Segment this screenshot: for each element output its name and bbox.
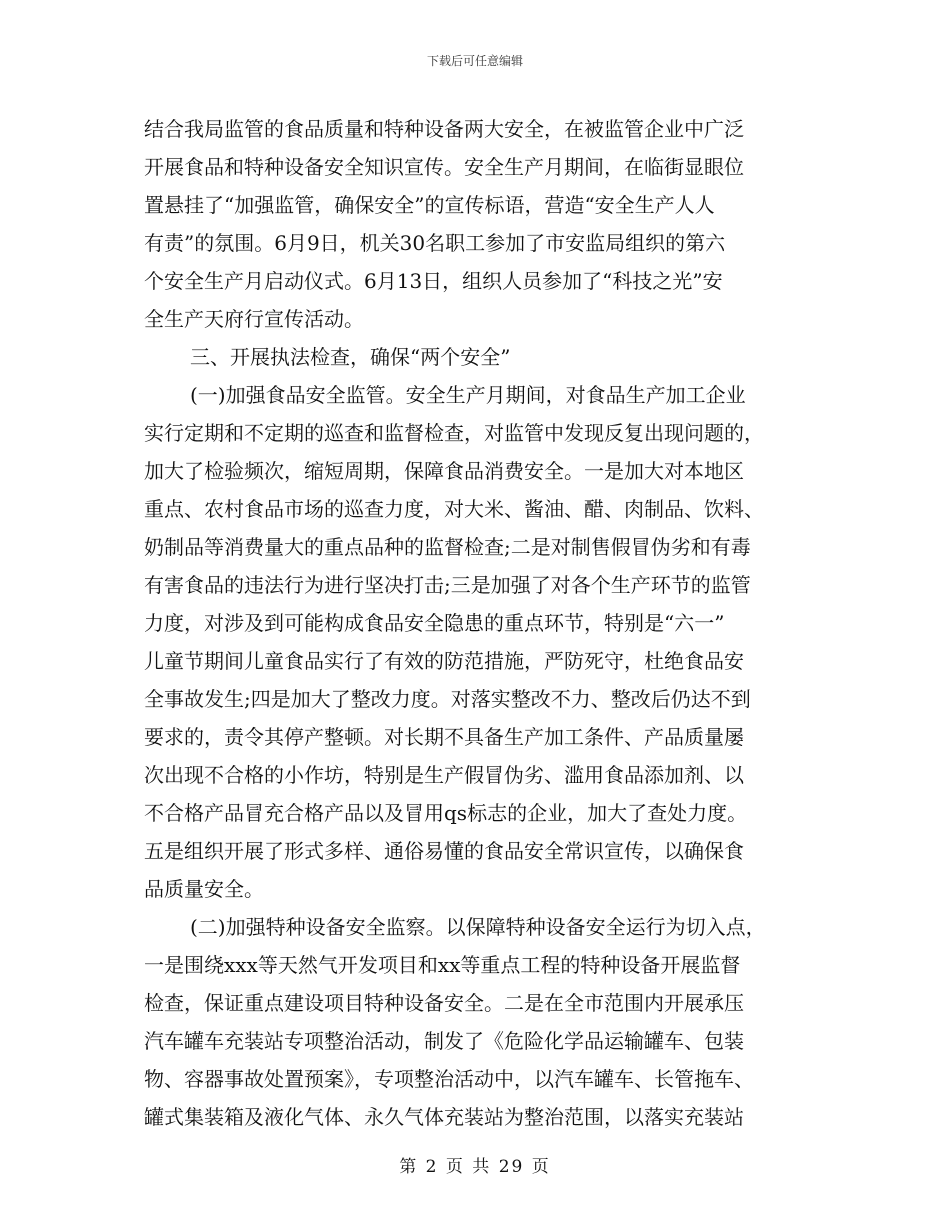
text-line: 加大了检验频次，缩短周期，保障食品消费安全。一是加大对本地区 [144, 459, 744, 483]
text-line: 有责”的氛围。6月9日，机关30名职工参加了市安监局组织的第六 [144, 231, 726, 255]
page-footer: 第 2 页 共 29 页 [399, 1157, 551, 1177]
text-line: 三、开展执法检查，确保“两个安全” [190, 345, 511, 369]
text-line: 力度，对涉及到可能构成食品安全隐患的重点环节，特别是“六一” [144, 611, 725, 635]
text-line: 儿童节期间儿童食品实行了有效的防范措施，严防死守，杜绝食品安 [144, 649, 744, 673]
text-line: 一是围绕xxx等天然气开发项目和xx等重点工程的特种设备开展监督 [144, 953, 741, 977]
text-line: (二)加强特种设备安全监察。以保障特种设备安全运行为切入点， [190, 915, 766, 939]
text-line: 检查，保证重点建设项目特种设备安全。二是在全市范围内开展承压 [144, 991, 744, 1015]
document-body [144, 110, 809, 1136]
text-line: 全事故发生;四是加大了整改力度。对落实整改不力、整改后仍达不到 [144, 687, 751, 711]
text-line: 品质量安全。 [144, 877, 264, 901]
text-line: 不合格产品冒充合格产品以及冒用qs标志的企业，加大了查处力度。 [144, 801, 748, 825]
text-line: 次出现不合格的小作坊，特别是生产假冒伪劣、滥用食品添加剂、以 [144, 763, 744, 787]
text-line: 个安全生产月启动仪式。6月13日，组织人员参加了“科技之光”安 [144, 269, 723, 293]
text-line: 重点、农村食品市场的巡查力度，对大米、酱油、醋、肉制品、饮料、 [144, 497, 764, 521]
text-line: 罐式集装箱及液化气体、永久气体充装站为整治范围，以落实充装站 [144, 1105, 744, 1129]
text-line: 汽车罐车充装站专项整治活动，制发了《危险化学品运输罐车、包装 [144, 1029, 744, 1053]
text-line: 五是组织开展了形式多样、通俗易懂的食品安全常识宣传，以确保食 [144, 839, 744, 863]
text-line: 实行定期和不定期的巡查和监督检查，对监管中发现反复出现问题的， [144, 421, 764, 445]
text-line: (一)加强食品安全监管。安全生产月期间，对食品生产加工企业 [190, 383, 746, 407]
text-line: 结合我局监管的食品质量和特种设备两大安全，在被监管企业中广泛 [144, 117, 744, 141]
text-line: 置悬挂了“加强监管，确保安全”的宣传标语，营造“安全生产人人 [144, 193, 715, 217]
text-line: 有害食品的违法行为进行坚决打击;三是加强了对各个生产环节的监管 [144, 573, 751, 597]
text-line: 要求的，责令其停产整顿。对长期不具备生产加工条件、产品质量屡 [144, 725, 744, 749]
page-header: 下载后可任意编辑 [426, 54, 523, 68]
text-line: 开展食品和特种设备安全知识宣传。安全生产月期间，在临街显眼位 [144, 155, 744, 179]
text-line: 全生产天府行宣传活动。 [144, 307, 364, 331]
text-line: 物、容器事故处置预案》，专项整治活动中，以汽车罐车、长管拖车、 [144, 1067, 754, 1091]
text-line: 奶制品等消费量大的重点品种的监督检查;二是对制售假冒伪劣和有毒 [144, 535, 751, 559]
